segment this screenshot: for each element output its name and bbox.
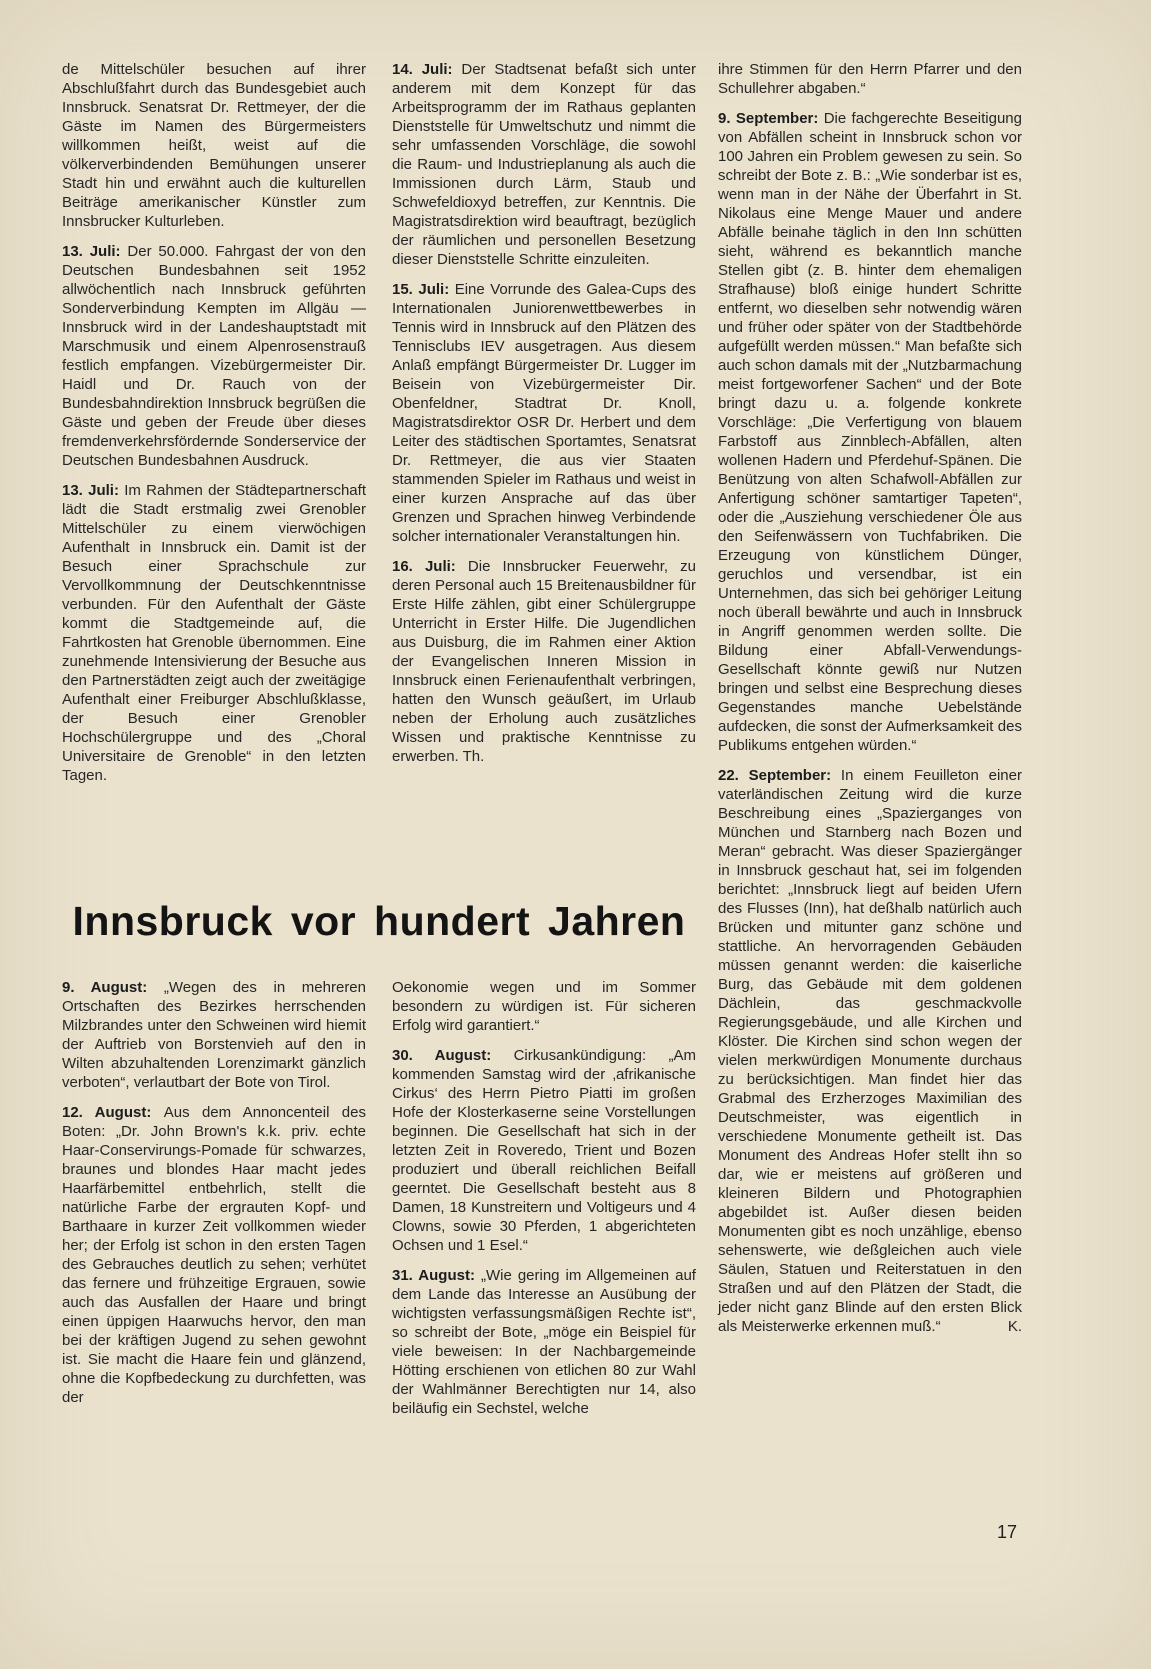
- paragraph-date-lead: 15. Juli:: [392, 281, 455, 298]
- paragraph-date-lead: 12. August:: [62, 1104, 164, 1121]
- paragraph-date-lead: 14. Juli:: [392, 61, 462, 78]
- paragraph: de Mittelschüler besuchen auf ihrer Abschlußfahrt durch das Bundesgebiet auch Innsbruck. Senatsrat Dr. Rettmeyer, der die Gäste im Namen des Bürgermeisters willkommen heißt, weist auf die völkerverbindenden Bemühungen unserer Stadt hin und erwähnt auch die kulturellen Beiträge amerikanischer Künstler zum Innsbrucker Kulturleben.: [62, 61, 366, 230]
- top-sections: [62, 60, 696, 852]
- paragraph: 9. August: „Wegen des in mehreren Ortschaften des Bezirkes herrschenden Milzbrandes unter den Schweinen wird hiemit der Auftrieb von Borstenvieh auf den in Wilten abzuhaltenden Lorenzimarkt gänzlich verboten“, verlautbart der Bote von Tirol.: [62, 979, 366, 1091]
- author-initial: K.: [1007, 1318, 1022, 1335]
- paragraph: 9. September: Die fachgerechte Beseitigung von Abfällen scheint in Innsbruck schon vor 100 Jahren ein Problem gewesen zu sein. So schreibt der Bote z. B.: „Wie sonderbar ist es, wenn man in der Nähe der Überfahrt in St. Nikolaus eine Menge Mauer und andere Abfälle beinahe täglich in den Inn schütten sieht, während es bekanntlich manche Stellen gibt (z. B. hinter dem ehemaligen Strafhause) bloß einige hundert Schritte entfernt, wo dieselben sehr notwendig wären und früher oder später von der Stadtbehörde aufgefüllt werden müssen.“ Man befaßte sich auch schon damals mit der „Nutzbarmachung meist fortgeworfener Sachen“ und der Bote bringt dazu u. a. folgende konkrete Vorschläge: „Die Verfertigung von blauem Farbstoff aus Zinnblech-Abfällen, alten wollenen Hadern und Pferdehuf-Spänen. Die Benützung von alten Schafwoll-Abfällen zur Anfertigung schöner samtartiger Tapeten“, oder die „Ausziehung verschiedener Öle aus den Seifenwässern von Tuchfabriken. Die Erzeugung von künstlichem Dünger, geruchlos und versendbar, ist ein Unternehmen, das sich bei gehöriger Leitung noch überall bewährte und auch in Innsbruck in Angriff genommen werden sollte. Die Bildung einer Abfall-Verwendungs-Gesellschaft könnte gewiß nur Nutzen bringen und selbst eine Besprechung dieses Gegenstandes manche Uebelstände aufdecken, die sonst der Aufmerksamkeit des Publikums entgehen würden.“: [718, 110, 1022, 754]
- bottom-sections: [62, 978, 696, 1429]
- paragraph: 22. September: In einem Feuilleton einer vaterländischen Zeitung wird die kurze Beschreibung eines „Spazierganges von München und Starnberg nach Bozen und Meran“ gebracht. Was dieser Spaziergänger in Innsbruck geschaut hat, sei im folgenden berichtet: „Innsbruck liegt auf beiden Ufern des Flusses (Inn), hat deßhalb natürlich auch Brücken und mitunter ganz schöne und stattliche. An hervorragenden Gebäuden müssen genannt werden: die kaiserliche Burg, das Gebäude mit dem goldenen Dächlein, das geschmackvolle Regierungsgebäude, und alle Kirchen und Klöster. Die Kirchen sind schon wegen der vielen merkwürdigen Monumente durchaus zu berücksichtigen. Man findet hier das Grabmal des Erzherzoges Maximilian des Deutschmeister, was eigentlich in verschiedene Monumente getheilt ist. Das Monument des Andreas Hofer stellt ihn so dar, wie er meistens auf größeren und kleineren Bildern und Photographien abgebildet ist. Außer diesen beiden Monumenten gibt es noch unzählige, ebenso sehenswerte, wie deßgleichen auch viele Säulen, Statuen und Reiterstatuen in den Straßen und auf den Plätzen der Stadt, die jeder nicht ganz Blinde auf den ersten Blick als Meisterwerke erkennen muß.“ K.: [718, 767, 1022, 1335]
- paragraph-date-lead: 9. August:: [62, 979, 164, 996]
- paragraph: 15. Juli: Eine Vorrunde des Galea-Cups des Internationalen Juniorenwettbewerbes in Tennis wird in Innsbruck auf den Plätzen des Tennisclubs IEV ausgetragen. Aus diesem Anlaß empfängt Bürgermeister Dr. Lugger im Beisein von Vizebürgermeister Dir. Obenfeldner, Stadtrat Dr. Knoll, Magistratsdirektor OSR Dr. Herbert und dem Leiter des städtischen Sportamtes, Senatsrat Dr. Rettmeyer, die aus vier Staaten stammenden Spieler im Rathaus und weist in einer kurzen Ansprache auf das über Grenzen und Sprachen hinweg Verbindende solcher internationaler Veranstaltungen hin.: [392, 281, 696, 545]
- paragraph: 13. Juli: Der 50.000. Fahrgast der von den Deutschen Bundesbahnen seit 1952 allwöchentlich nach Innsbruck geführten Sonderverbindung Kempten im Allgäu — Innsbruck wird in der Landeshauptstadt mit Marschmusik und einem Alpenrosenstrauß festlich empfangen. Vizebürgermeister Dir. Haidl und Dr. Rauch von der Bundesbahndirektion Innsbruck begrüßen die Gäste und geben der Freude über dieses fremdenverkehrsfördernde Sonderservice der Deutschen Bundesbahnen Ausdruck.: [62, 243, 366, 469]
- paragraph-date-lead: 22. September:: [718, 767, 841, 784]
- paragraph-date-lead: 13. Juli:: [62, 243, 128, 260]
- paragraph: 30. August: Cirkusankündigung: „Am kommenden Samstag wird der ‚afrikanische Cirkus‘ des Herrn Pietro Piatti im großen Hofe der Klosterkaserne seine Vorstellungen beginnen. Die Gesellschaft hat sich in der letzten Zeit in Roveredo, Trient und Bozen produziert und überall reichlichen Beifall geerntet. Die Gesellschaft besteht aus 8 Damen, 18 Kunstreitern und Voltigeurs und 4 Clowns, sowie 30 Pferden, 1 abgerichteten Ochsen und 1 Esel.“: [392, 1047, 696, 1254]
- left-two-column-block: [62, 60, 696, 1429]
- paragraph: 16. Juli: Die Innsbrucker Feuerwehr, zu deren Personal auch 15 Breitenausbildner für Erste Hilfe zählen, gibt einer Schülergruppe Unterricht in Erster Hilfe. Die Jugendlichen aus Duisburg, die im Rahmen einer Aktion der Evangelischen Inneren Mission in Innsbruck einen Ferienaufenthalt verbringen, hatten den Wunsch geäußert, im Urlaub neben der Erholung auch zusätzliches Wissen und praktische Kenntnisse zu erwerben. Th.: [392, 558, 696, 765]
- paragraph-date-lead: 30. August:: [392, 1047, 514, 1064]
- paragraph-date-lead: 9. September:: [718, 110, 824, 127]
- page-content: [62, 60, 1022, 1429]
- column-2-bottom: [392, 978, 696, 1429]
- paragraph-date-lead: 31. August:: [392, 1267, 481, 1284]
- paragraph: 12. August: Aus dem Annoncenteil des Boten: „Dr. John Brown's k.k. priv. echte Haar-Conservirungs-Pomade für schwarzes, braunes und blondes Haar macht jedes Haarfärbemittel entbehrlich, stellt die natürliche Farbe der ergrauten Kopf- und Barthaare in kurzer Zeit vollkommen wieder her; der Erfolg ist schon in den ersten Tagen des Gebrauches deutlich zu sehen; verhütet das fernere und frühzeitige Ergrauen, sowie auch das Ausfallen der Haare und bringt einen üppigen Haarwuchs hervor, den man bei der kräftigen Jugend zu sehen gewohnt ist. Sie macht die Haare fein und glänzend, ohne die Kopfbedeckung zu durchfetten, was der: [62, 1104, 366, 1406]
- paragraph: ihre Stimmen für den Herrn Pfarrer und den Schullehrer abgaben.“: [718, 61, 1022, 97]
- paragraph: 31. August: „Wie gering im Allgemeinen auf dem Lande das Interesse an Ausübung der wichtigsten verfassungsmäßigen Rechte ist“, so schreibt der Bote, „möge ein Beispiel für viele beweisen: In der Nachbargemeinde Hötting erschienen von etlichen 80 zur Wahl der Wahlmänner Berechtigten nur 14, also beiläufig ein Sechstel, welche: [392, 1267, 696, 1417]
- paragraph-date-lead: 16. Juli:: [392, 558, 468, 575]
- paragraph-date-lead: 13. Juli:: [62, 482, 125, 499]
- column-1-top: [62, 60, 366, 852]
- column-1-bottom: [62, 978, 366, 1429]
- column-2-top: [392, 60, 696, 852]
- paragraph: 13. Juli: Im Rahmen der Städtepartnerschaft lädt die Stadt erstmalig zwei Grenobler Mittelschüler zu einem vierwöchigen Aufenthalt in Innsbruck ein. Damit ist der Besuch einer Sprachschule zur Vervollkommnung der Deutschkenntnisse verbunden. Für den Aufenthalt der Gäste kommt die Stadtgemeinde auf, die Fahrtkosten hat Grenoble übernommen. Eine zunehmende Intensivierung der Besuche aus den Partnerstädten zeigt auch der zweitägige Aufenthalt einer Freiburger Abschlußklasse, der Besuch einer Grenobler Hochschülergruppe und des „Choral Universitaire de Grenoble“ in den letzten Tagen.: [62, 482, 366, 784]
- paragraph: Oekonomie wegen und im Sommer besondern zu würdigen ist. Für sicheren Erfolg wird garantiert.“: [392, 979, 696, 1034]
- paragraph: 14. Juli: Der Stadtsenat befaßt sich unter anderem mit dem Konzept für das Arbeitsprogramm der im Rathaus geplanten Dienststelle für Umweltschutz und nimmt die sehr umfassenden Vorschläge, die sowohl die Raum- und Industrieplanung als auch die Immissionen durch Lärm, Staub und Schwefeldioxyd betreffen, zur Kenntnis. Die Magistratsdirektion wird beauftragt, bezüglich der räumlichen und personellen Besetzung dieser Dienststelle Schritte einzuleiten.: [392, 61, 696, 268]
- page-number: 17: [997, 1522, 1018, 1542]
- column-3: [718, 60, 1022, 1429]
- section-headline: Innsbruck vor hundert Jahren: [72, 898, 686, 944]
